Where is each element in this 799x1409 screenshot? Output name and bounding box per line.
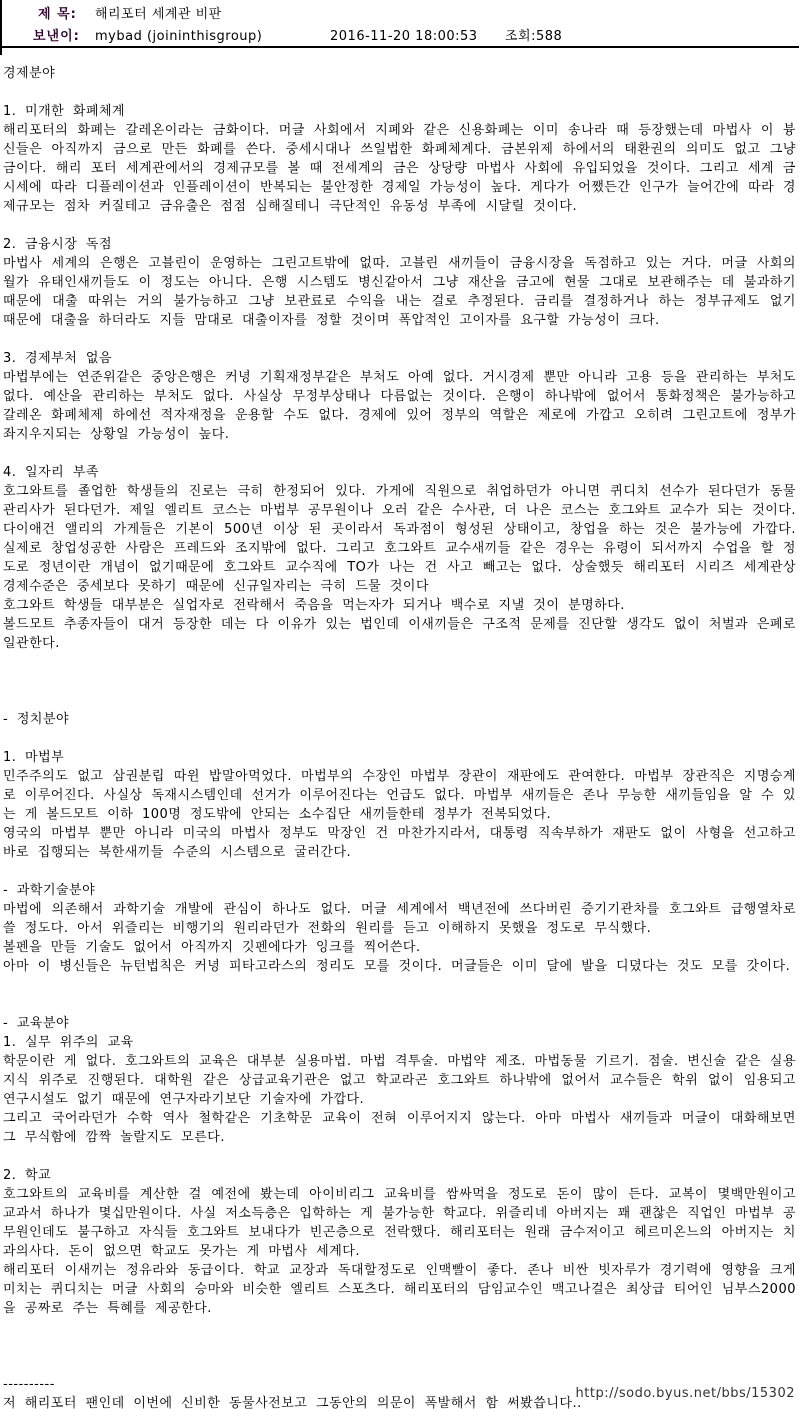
body-text-line [3,862,796,881]
sender-value: mybad (joininthisgroup) [95,29,263,44]
body-text-line [3,1147,796,1166]
body-text-line: 호그와트의 교육비를 계산한 걸 예전에 봤는데 아이비리그 교육비를 쌈싸먹을 정도로 돈이 많이 든다. 교복이 몇백만원이고 교과서 하나가 몇십만원이다. 사실 저소득층은 입학하는 게 불가능한 학교다. 위즐리네 아버지는 꽤 괜찮은 직업인 마법부 공무원인데도 불구하고 자식들 호그와트 보내다가 빈곤층으로 전락했다. 해리포터는 원래 금수저이고 헤르미온느의 아버지는 치과의사다. 돈이 없으면 학교도 못가는 게 마법사 세계다. [3,1187,796,1259]
body-text-line: 1. 미개한 화폐체계 [3,104,126,119]
body-text-line: 해리포터 이새끼는 정유라와 동급이다. 학교 교장과 독대할정도로 인맥빨이 좋다. 존나 비싼 빗자루가 경기력에 영향을 크게 미치는 퀴디치는 머글 사회의 승마와 비슷한 엘리트 스포츠다. 해리포터의 담임교수인 맥고나걸은 최상급 티어인 님부스2000을 공짜로 주는 특혜를 제공한다. [3,1263,796,1316]
body-text-line: 저 해리포터 팬인데 이번에 신비한 동물사전보고 그동안의 의문이 폭발해서 함 써봤씁니다.. [3,1396,582,1409]
body-text-line [3,444,796,463]
sender-label: 보낸이: [33,29,80,44]
post-datetime: 2016-11-20 18:00:53 [330,29,478,44]
body-text-line: ---------- [3,1377,55,1392]
body-text-line: 마법부에는 연준위같은 중앙은행은 커녕 기획재정부같은 부처도 아예 없다. 거시경제 뿐만 아니라 고용 등을 관리하는 부처도 없다. 예산을 관리하는 부처도 없다. 사실상 무정부상태나 다름없는 것이다. 은행이 하나밖에 없어서 통화정책은 불가능하고 갈레온 화폐체제 하에선 적자재정을 운용할 수도 없다. 경제에 있어 정부의 역할은 제로에 가깝고 오히려 그린고트에 정부가 좌지우지되는 상황일 가능성이 높다. [3,370,796,442]
body-text-line: 2. 학교 [3,1168,52,1183]
body-text-line: 마법사 세계의 은행은 고블린이 운영하는 그린고트밖에 없따. 고블린 새끼들이 금융시장을 독점하고 있는 거다. 머글 사회의 월가 유태인새끼들도 이 정도는 아니다. 은행 시스템도 병신같아서 그냥 재산을 금고에 현물 그대로 보관해주는 데 불과하기 때문에 대출 따위는 거의 불가능하고 그냥 보관료로 수익을 내는 걸로 추정된다. 금리를 결정하거나 하는 정부규제도 없기 때문에 대출을 하더라도 지들 맘대로 대출이자를 정할 것이며 폭압적인 고이자를 요구할 가능성이 크다. [3,256,796,328]
title-label: 제 목: [38,7,77,22]
body-text-line [3,653,796,672]
body-text-line [3,83,796,102]
body-text-line [3,691,796,710]
body-text-line [3,976,796,995]
body-text-line: 호그와트를 졸업한 학생들의 진로는 극히 한정되어 있다. 가게에 직원으로 취업하던가 아니면 퀴디치 선수가 된다던가 동물 관리사가 된다던가. 제일 엘리트 코스는 마법부 공무원이나 오러 같은 수사관, 더 나은 코스는 호그와트 교수가 되는 것이다. 다이애건 앨리의 가게들은 기본이 500년 이상 된 곳이라서 독과점이 형성된 상태이고, 창업을 하는 것은 불가능에 가깝다. 실제로 창업성공한 사람은 프레드와 조지밖에 없다. 그리고 호그와트 교수새끼들 같은 경우는 유령이 되서까지 수업을 할 정도로 정년이란 개념이 없기때문에 호그와트 교수직에 TO가 나는 건 사고 빼고는 없다. 상술했듯 해리포터 시리즈 세계관상 경제수준은 중세보다 못하기 때문에 신규일자리는 극히 드물 것이다 [3,484,796,594]
body-text-line [3,1337,796,1356]
body-text-line: 1. 마법부 [3,750,65,765]
body-text-line: 아마 이 병신들은 뉴턴법칙은 커녕 피타고라스의 정리도 모를 것이다. 머글들은 이미 달에 발을 디뎠다는 것도 모를 갓이다. [3,959,791,974]
body-text-line [3,672,796,691]
view-count: 조회:588 [505,29,563,44]
body-text-line: 민주주의도 없고 삼권분립 따윈 밥말아먹었다. 마법부의 수장인 마법부 장관이 재판에도 관여한다. 마법부 장관직은 지명승계로 이루어진다. 사실상 독재시스템인데 선거가 이루어진다는 언급도 없다. 마법부 새끼들은 존나 무능한 새끼들임을 알 수 있는 게 볼드모트 이하 100명 정도밖에 안되는 소수집단 새끼들한테 정부가 전복되었다. [3,769,796,822]
body-text-line: - 과학기술분야 [3,883,96,898]
body-text-line: 1. 실무 위주의 교육 [3,1035,134,1050]
body-text-line: - 교육분야 [3,1016,70,1031]
body-text-line: 3. 경제부처 없음 [3,351,113,366]
post-header [0,0,799,56]
body-text-line: 영국의 마법부 뿐만 아니라 미국의 마법사 정부도 막장인 건 마찬가지라서, 대통령 직속부하가 재판도 없이 사형을 선고하고 바로 집행되는 북한새끼들 수준의 시스템으로 굴러간다. [3,826,796,860]
post-body [0,56,799,1409]
body-text-line [3,330,796,349]
body-text-line: 경제분야 [3,66,56,81]
body-text-line [3,729,796,748]
body-text-line: 그리고 국어라던가 수학 역사 철학같은 기초학문 교육이 전혀 이루어지지 않는다. 아마 마법사 새끼들과 머글이 대화해보면 그 무식함에 깜짝 놀랄지도 모른다. [3,1111,796,1145]
body-text-line: 학문이란 게 없다. 호그와트의 교육은 대부분 실용마법. 마법 격투술. 마법약 제조. 마법동물 기르기. 점술. 변신술 같은 실용지식 위주로 진행된다. 대학원 같은 상급교육기관은 없고 학교라곤 호그와트 하나밖에 없어서 교수들은 학위 없이 임용되고 연구시설도 없기 때문에 연구자라기보단 기술자에 가깝다. [3,1054,796,1107]
body-text-line: 마법에 의존해서 과학기술 개발에 관심이 하나도 없다. 머글 세계에서 백년전에 쓰다버린 증기기관차를 호그와트 급행열차로 쓸 정도다. 아서 위즐리는 비행기의 원리라던가 전화의 원리를 듣고 이해하지 못했을 정도로 무식했다. [3,902,796,936]
body-text-line [3,1318,796,1337]
body-text-line: 볼드모트 추종자들이 대거 등장한 데는 다 이유가 있는 법인데 이새끼들은 구조적 문제를 진단할 생각도 없이 처벌과 은폐로 일관한다. [3,617,796,651]
body-text-line: 호그와트 학생들 대부분은 실업자로 전락해서 죽음을 먹는자가 되거나 백수로 지낼 것이 분명하다. [3,598,625,613]
source-url: http://sodo.byus.net/bbs/15302 [575,1386,795,1401]
body-text-line [3,995,796,1014]
post-title: 해리포터 세계관 비판 [95,7,222,22]
body-text-line: 해리포터의 화폐는 갈레온이라는 금화이다. 머글 사회에서 지폐와 같은 신용화폐는 이미 송나라 때 등장했는데 마법사 이 븅신들은 아직까지 금으로 만든 화폐를 쓴다. 중세시대나 쓰일법한 화폐체계다. 금본위제 하에서의 태환권의 의미도 없고 그냥 금이다. 해리 포터 세계관에서의 경제규모를 볼 때 전세계의 금은 상당량 마법사 사회에 유입되었을 것이다. 그리고 세계 금 시세에 따라 디플레이션과 인플레이션이 반복되는 불안정한 경제일 가능성이 높다. 게다가 어쨌든간 인구가 늘어간에 따라 경제규모는 점차 커질테고 금유출은 점점 심해질테니 극단적인 유동성 부족에 시달릴 것이다. [3,123,796,214]
body-text-line [3,1356,796,1375]
body-text-line: 볼펜을 만들 기술도 없어서 아직까지 깃펜에다가 잉크를 찍어쓴다. [3,940,421,955]
header-divider [0,46,799,48]
body-text-line [3,216,796,235]
body-text-line: 4. 일자리 부족 [3,465,99,480]
body-text-line: - 정치분야 [3,712,70,727]
body-text-line: 2. 금융시장 독점 [3,237,113,252]
